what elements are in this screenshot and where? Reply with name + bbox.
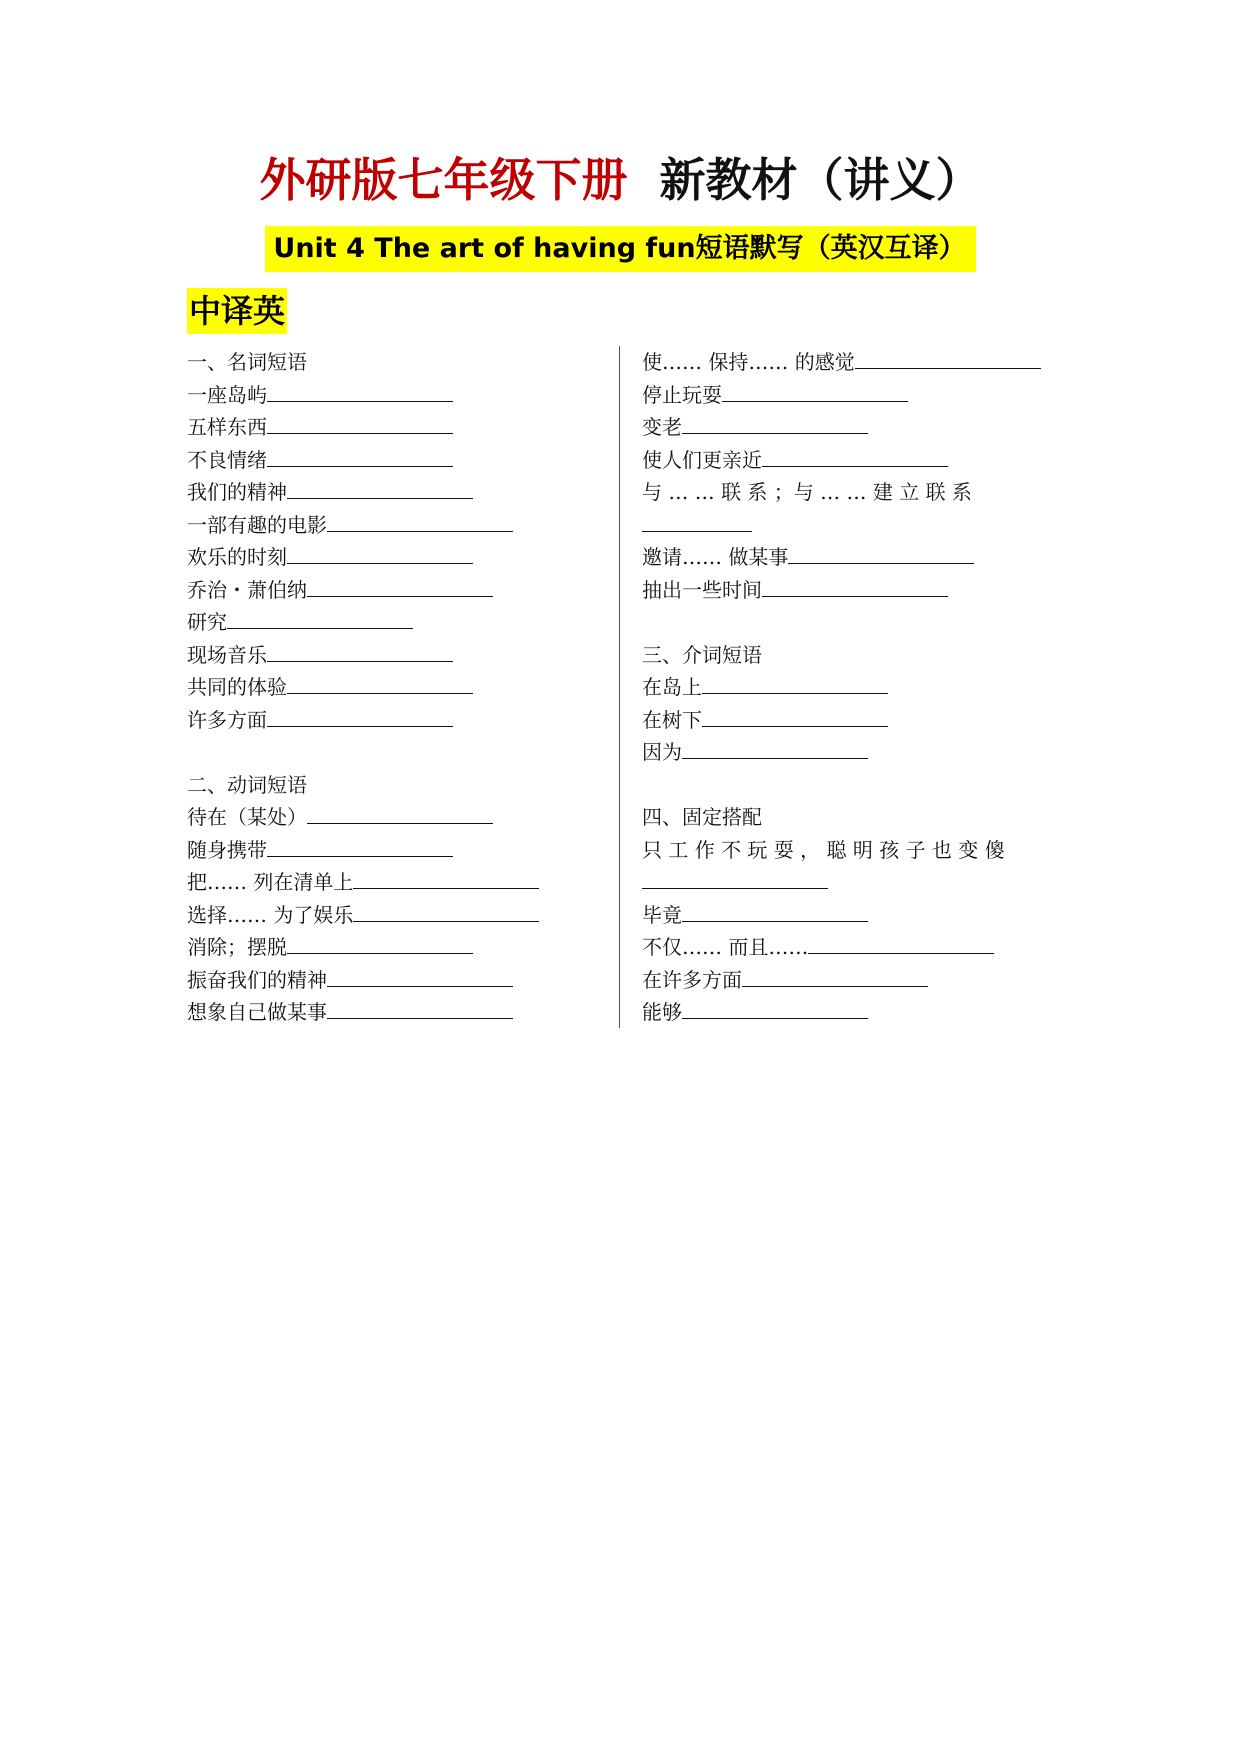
list-item: 把…… 列在清单上 bbox=[187, 866, 607, 899]
list-item-contact: 与 … … 联 系 ；与 … … 建 立 联 系 bbox=[642, 480, 972, 504]
list-item: 研究 bbox=[187, 606, 607, 639]
answer-blank[interactable] bbox=[287, 673, 473, 694]
answer-blank[interactable] bbox=[307, 576, 493, 597]
list-item: 因为 bbox=[642, 736, 1062, 769]
left-column bbox=[187, 346, 607, 1029]
heading-nouns: 一、名词短语 bbox=[187, 350, 307, 374]
list-item: 待在（某处） bbox=[187, 801, 607, 834]
answer-blank[interactable] bbox=[762, 446, 948, 467]
answer-blank[interactable] bbox=[227, 608, 413, 629]
list-item: 一部有趣的电影 bbox=[187, 509, 607, 542]
list-item: 使人们更亲近 bbox=[642, 444, 1062, 477]
answer-blank[interactable] bbox=[327, 966, 513, 987]
list-item-proverb: 只 工 作 不 玩 耍 ， 聪 明 孩 子 也 变 傻 bbox=[642, 837, 1005, 862]
list-item: 随身携带 bbox=[187, 834, 607, 867]
answer-blank[interactable] bbox=[642, 868, 828, 889]
answer-blank[interactable] bbox=[642, 511, 752, 532]
list-item: 在许多方面 bbox=[642, 964, 1062, 997]
list-item: 振奋我们的精神 bbox=[187, 964, 607, 997]
answer-blank[interactable] bbox=[702, 673, 888, 694]
answer-blank[interactable] bbox=[267, 836, 453, 857]
list-item: 想象自己做某事 bbox=[187, 996, 607, 1029]
list-item-contact-blank bbox=[642, 509, 1062, 542]
list-item: 五样东西 bbox=[187, 411, 607, 444]
answer-blank[interactable] bbox=[855, 348, 1041, 369]
answer-blank[interactable] bbox=[682, 998, 868, 1019]
list-item: 使…… 保持…… 的感觉 bbox=[642, 346, 1062, 379]
list-item: 在树下 bbox=[642, 704, 1062, 737]
heading-verbs: 二、动词短语 bbox=[187, 772, 307, 797]
answer-blank[interactable] bbox=[287, 478, 473, 499]
list-item: 抽出一些时间 bbox=[642, 574, 1062, 607]
list-item: 在岛上 bbox=[642, 671, 1062, 704]
list-item: 毕竟 bbox=[642, 899, 1062, 932]
answer-blank[interactable] bbox=[762, 576, 948, 597]
list-item: 选择…… 为了娱乐 bbox=[187, 899, 607, 932]
list-item: 消除；摆脱 bbox=[187, 931, 607, 964]
answer-blank[interactable] bbox=[702, 706, 888, 727]
answer-blank[interactable] bbox=[682, 413, 868, 434]
answer-blank[interactable] bbox=[307, 803, 493, 824]
right-column bbox=[642, 346, 1062, 1029]
answer-blank[interactable] bbox=[353, 901, 539, 922]
column-divider bbox=[619, 346, 620, 1028]
title-red: 外研版七年级下册 bbox=[259, 153, 628, 207]
answer-blank[interactable] bbox=[267, 381, 453, 402]
answer-blank[interactable] bbox=[267, 446, 453, 467]
answer-blank[interactable] bbox=[287, 543, 473, 564]
answer-blank[interactable] bbox=[742, 966, 928, 987]
list-item: 共同的体验 bbox=[187, 671, 607, 704]
heading-fixed: 四、固定搭配 bbox=[642, 805, 762, 829]
list-item: 邀请…… 做某事 bbox=[642, 541, 1062, 574]
list-item-proverb-blank bbox=[642, 866, 1062, 899]
list-item: 能够 bbox=[642, 996, 1062, 1029]
list-item: 变老 bbox=[642, 411, 1062, 444]
answer-blank[interactable] bbox=[327, 998, 513, 1019]
list-item: 不良情绪 bbox=[187, 444, 607, 477]
answer-blank[interactable] bbox=[722, 381, 908, 402]
answer-blank[interactable] bbox=[267, 706, 453, 727]
heading-preps: 三、介词短语 bbox=[642, 642, 762, 667]
answer-blank[interactable] bbox=[267, 641, 453, 662]
subtitle: Unit 4 The art of having fun短语默写（英汉互译） bbox=[265, 226, 975, 272]
title-black: 新教材（讲义） bbox=[659, 153, 982, 207]
list-item: 停止玩耍 bbox=[642, 379, 1062, 412]
list-item: 许多方面 bbox=[187, 704, 607, 737]
answer-blank[interactable] bbox=[353, 868, 539, 889]
answer-blank[interactable] bbox=[267, 413, 453, 434]
answer-blank[interactable] bbox=[788, 543, 974, 564]
list-item: 现场音乐 bbox=[187, 639, 607, 672]
answer-blank[interactable] bbox=[808, 933, 994, 954]
answer-blank[interactable] bbox=[682, 901, 868, 922]
document-title bbox=[0, 150, 1241, 210]
list-item: 乔治・萧伯纳 bbox=[187, 574, 607, 607]
answer-blank[interactable] bbox=[682, 738, 868, 759]
answer-blank[interactable] bbox=[327, 511, 513, 532]
answer-blank[interactable] bbox=[287, 933, 473, 954]
section-heading: 中译英 bbox=[187, 288, 287, 334]
list-item: 我们的精神 bbox=[187, 476, 607, 509]
list-item: 不仅…… 而且…… bbox=[642, 931, 1062, 964]
list-item: 一座岛屿 bbox=[187, 379, 607, 412]
list-item: 欢乐的时刻 bbox=[187, 541, 607, 574]
subtitle-wrap bbox=[0, 226, 1241, 272]
